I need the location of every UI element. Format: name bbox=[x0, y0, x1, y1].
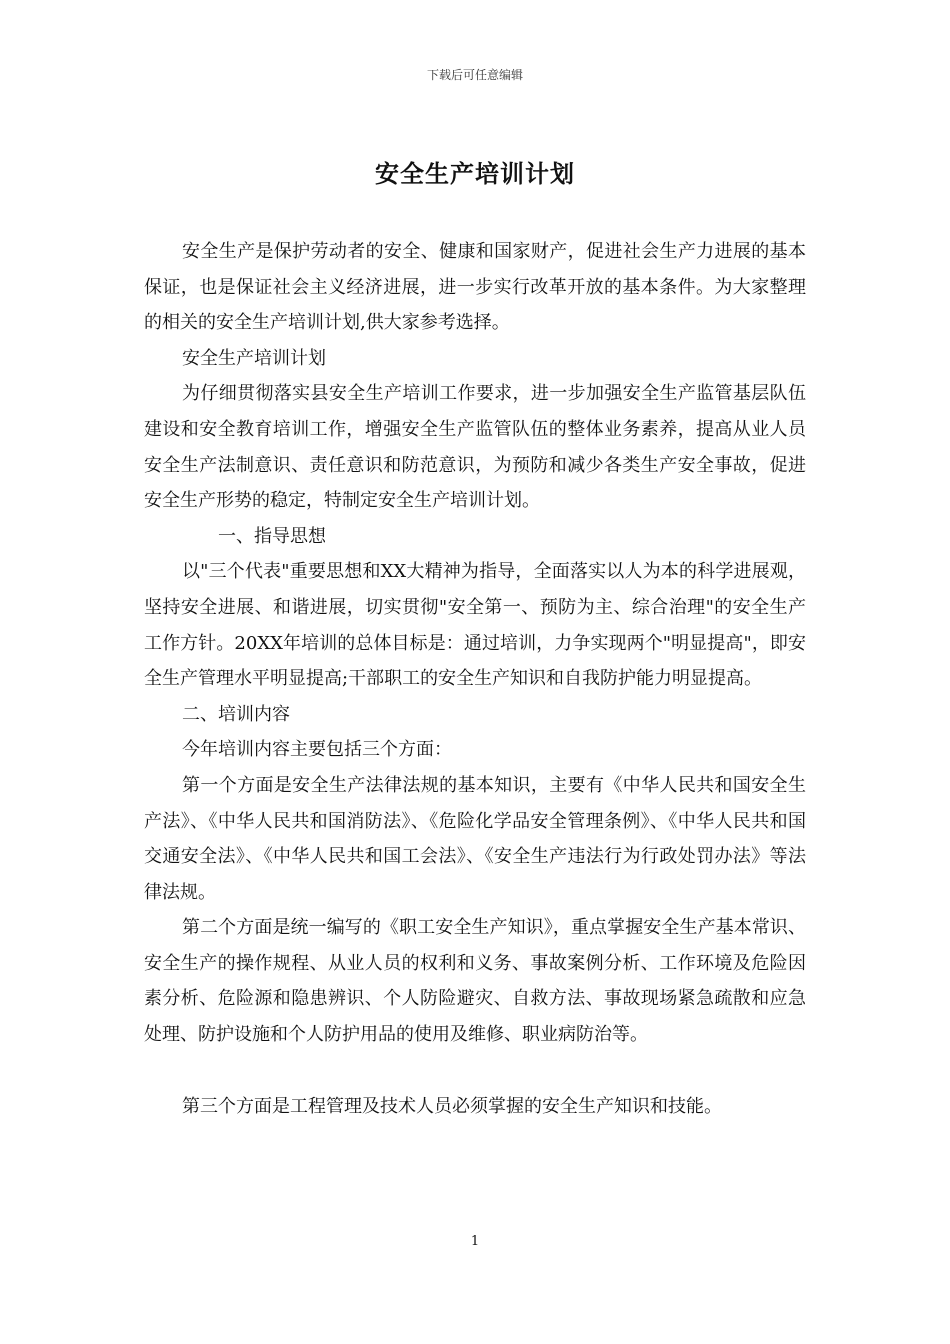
paragraph-content-first: 第一个方面是安全生产法律法规的基本知识，主要有《中华人民共和国安全生产法》、《中华人民共和国消防法》、《危险化学品安全管理条例》、《中华人民共和国交通安全法》、《中华人民共和国工会法》、《安全生产违法行为行政处罚办法》等法律法规。 bbox=[144, 774, 806, 903]
paragraph-content-third: 第三个方面是工程管理及技术人员必须掌握的安全生产知识和技能。 bbox=[182, 1095, 722, 1117]
document-body bbox=[144, 234, 806, 1124]
page-number: 1 bbox=[470, 1234, 480, 1249]
document-title: 安全生产培训计划 bbox=[375, 159, 575, 188]
paragraph-purpose: 为仔细贯彻落实县安全生产培训工作要求，进一步加强安全生产监管基层队伍建设和安全教育培训工作，增强安全生产监管队伍的整体业务素养，提高从业人员安全生产法制意识、责任意识和防范意识，为预防和减少各类生产安全事故，促进安全生产形势的稳定，特制定安全生产培训计划。 bbox=[144, 383, 806, 512]
section-heading-guiding-ideology: 一、指导思想 bbox=[218, 525, 326, 547]
paragraph-subtitle: 安全生产培训计划 bbox=[182, 347, 326, 369]
paragraph-content-overview: 今年培训内容主要包括三个方面： bbox=[182, 739, 452, 761]
paragraph-intro: 安全生产是保护劳动者的安全、健康和国家财产，促进社会生产力进展的基本保证，也是保证社会主义经济进展，进一步实行改革开放的基本条件。为大家整理的相关的安全生产培训计划,供大家参考选择。 bbox=[144, 241, 806, 334]
paragraph-content-second: 第二个方面是统一编写的《职工安全生产知识》，重点掌握安全生产基本常识、安全生产的操作规程、从业人员的权利和义务、事故案例分析、工作环境及危险因素分析、危险源和隐患辨识、个人防险避灾、自救方法、事故现场紧急疏散和应急处理、防护设施和个人防护用品的使用及维修、职业病防治等。 bbox=[144, 917, 806, 1046]
paragraph-guiding-ideology: 以"三个代表"重要思想和XX大精神为指导，全面落实以人为本的科学进展观，坚持安全进展、和谐进展，切实贯彻"安全第一、预防为主、综合治理"的安全生产工作方针。20XX年培训的总体目标是：通过培训，力争实现两个"明显提高"，即安全生产管理水平明显提高;干部职工的安全生产知识和自我防护能力明显提高。 bbox=[144, 561, 806, 690]
header-note: 下载后可任意编辑 bbox=[426, 68, 523, 82]
section-heading-training-content: 二、培训内容 bbox=[182, 703, 290, 725]
